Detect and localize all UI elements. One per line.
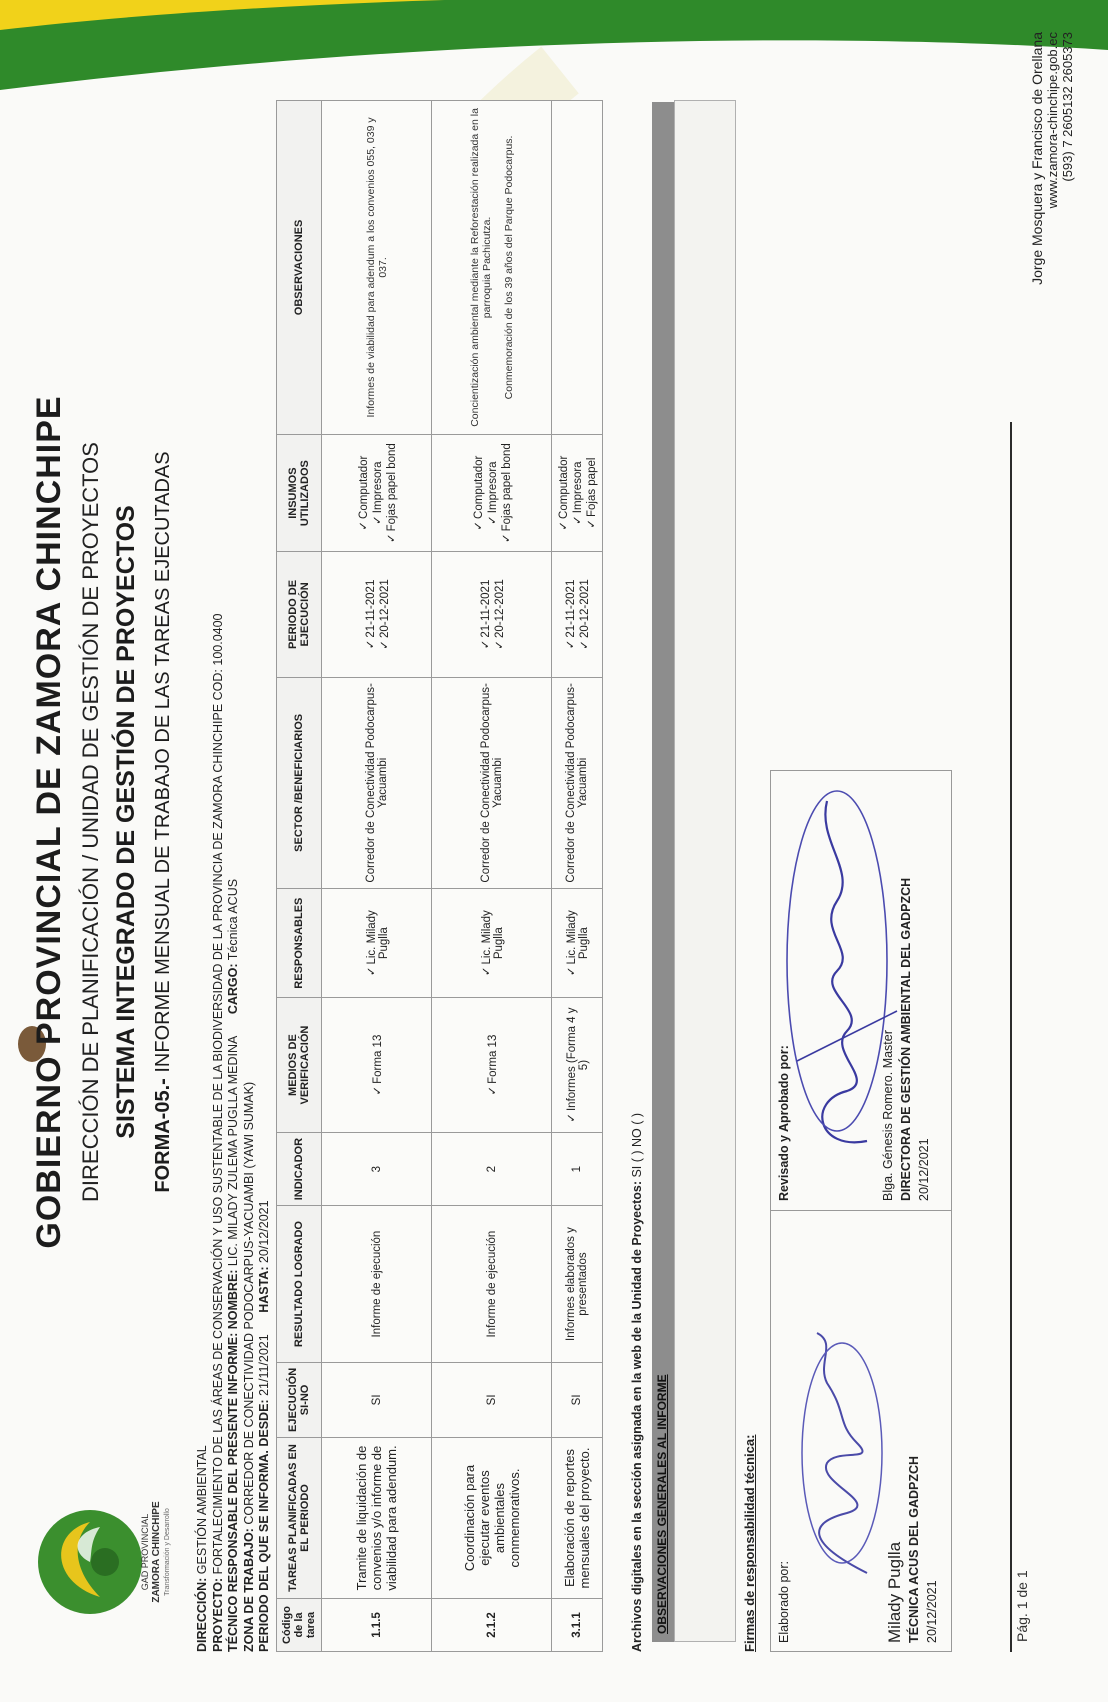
col-insumos: INSUMOS UTILIZADOS — [277, 434, 322, 551]
footer-line — [1010, 422, 1012, 1652]
revisado-label: Revisado y Aprobado por: — [777, 1045, 791, 1201]
meta-proyecto: PROYECTO: FORTALECIMIENTO DE LAS ÁREAS DE CONSERVACIÓN Y USO SUSTENTABLE DE LA BIODIVERSIDAD DE LA PROVINCIA DE ZAMORA CHINCHIPE COD: 100.0400 — [210, 613, 225, 1652]
signature-box — [770, 770, 952, 1652]
meta-direccion: DIRECCIÓN: GESTIÓN AMBIENTAL — [195, 1445, 209, 1652]
logo-line1: GAD PROVINCIAL — [140, 1513, 150, 1591]
form-name: INFORME MENSUAL DE TRABAJO DE LAS TAREAS EJECUTADAS — [152, 451, 174, 1073]
meta-tecnico: TÉCNICO RESPONSABLE DEL PRESENTE INFORME: NOMBRE: LIC. MILADY ZULEMA PUGLLA MEDINA CARGO: Técnica ACUS — [226, 878, 240, 1652]
revisado-fecha: 20/12/2021 — [917, 1138, 931, 1201]
col-ejecucion: EJECUCIÓN SI-NO — [277, 1362, 322, 1437]
gad-logo-icon — [30, 1502, 150, 1622]
meta-periodo: PERIODO DEL QUE SE INFORMA. DESDE: 21/11/2021 HASTA: 20/12/2021 — [257, 1200, 271, 1652]
table-row: 2.1.2 Coordinación para ejecutar eventos ambientales conmemorativos. SI Informe de ejecución 2 ✓ Forma 13 ✓ Lic. Milady Puglla Corredor de Conectividad Podocarpus-Yacuambi ✓ 21-11-2021 ✓ 20-12-2021 ✓ Computador ✓ Impresora ✓ Fojas papel bond Concientización ambiental mediante la Reforestación realizada en la parroquia Pachicutza. Conmemoración de los 39 años del Parque Podocarpus. — [432, 101, 552, 1652]
col-codigo: Código de la tarea — [277, 1599, 322, 1652]
tasks-table — [276, 100, 603, 1652]
report-metadata — [195, 52, 273, 1652]
col-medios: MEDIOS DE VERIFICACIÓN — [277, 998, 322, 1133]
logo-org: ZAMORA CHINCHIPE — [151, 1501, 162, 1603]
header-subtitle: DIRECCIÓN DE PLANIFICACIÓN / UNIDAD DE GESTIÓN DE PROYECTOS — [78, 442, 103, 1202]
header-title: GOBIERNO PROVINCIAL DE ZAMORA CHINCHIPE — [30, 395, 68, 1249]
form-title — [152, 232, 175, 1412]
logo-tagline: Transformación y Desarrollo — [164, 1508, 171, 1596]
logo-caption — [140, 1442, 173, 1662]
col-tareas: TAREAS PLANIFICADAS EN EL PERIODO — [277, 1438, 322, 1599]
elaborado-label: Elaborado por: — [777, 1560, 791, 1643]
form-code: FORMA-05.- — [152, 1078, 174, 1193]
elaborado-cargo: TÉCNICA ACUS DEL GADPZCH — [907, 1455, 921, 1643]
signature-revisado — [777, 781, 947, 1201]
col-responsables: RESPONSABLES — [277, 889, 322, 998]
elaborado-nombre: Milady Puglla — [885, 1541, 904, 1643]
firmas-title: Firmas de responsabilidad técnica: — [742, 1434, 757, 1652]
signature-divider — [771, 1210, 951, 1211]
archivos-digitales: Archivos digitales en la sección asignada en la web de la Unidad de Proyectos: SI ( ) NO ( ) — [630, 1112, 644, 1652]
observaciones-generales-box — [674, 100, 736, 1642]
col-observaciones: OBSERVACIONES — [277, 101, 322, 435]
table-row: 3.1.1 Elaboración de reportes mensuales del proyecto. SI Informes elaborados y presentados 1 ✓ Informes (Forma 4 y 5) ✓ Lic. Milady Puglla Corredor de Conectividad Podocarpus-Yacuambi ✓ 21-11-2021 ✓ 20-12-2021 ✓ Computador ✓ Impresora ✓ Fojas papel — [552, 101, 603, 1652]
signature-image-1 — [787, 1323, 897, 1583]
signature-elaborado — [777, 1223, 947, 1643]
footer-contact: Jorge Mosquera y Francisco de Orellana www.zamora-chinchipe.gob.ec (593) 7 2605132 2605373 — [1029, 32, 1075, 285]
revisado-nombre: Blga. Génesis Romero. Master — [881, 1030, 895, 1201]
observaciones-generales-header: OBSERVACIONES GENERALES AL INFORME — [652, 102, 674, 1642]
elaborado-fecha: 20/12/2021 — [925, 1580, 939, 1643]
col-indicador: INDICADOR — [277, 1132, 322, 1205]
col-sector: SECTOR /BENEFICIARIOS — [277, 677, 322, 889]
meta-zona: ZONA DE TRABAJO: CORREDOR DE CONECTIVIDAD PODOCARPUS-YACUAMBI (YAWI SUMAK) — [241, 1081, 256, 1652]
col-periodo: PERIODO DE EJECUCIÓN — [277, 552, 322, 677]
table-row: 1.1.5 Tramite de liquidación de convenios y/o informe de viabilidad para adendum. SI Informe de ejecución 3 ✓ Forma 13 ✓ Lic. Milady Puglla Corredor de Conectividad Podocarpus-Yacuambi ✓ 21-11-2021 ✓ 20-12-2021 ✓ Computador ✓ Impresora ✓ Fojas papel bond Informes de viabilidad para adendum a los convenios 055, 039 y 037. — [322, 101, 432, 1652]
revisado-cargo: DIRECTORA DE GESTIÓN AMBIENTAL DEL GADPZCH — [899, 877, 913, 1201]
table-header-row — [277, 101, 322, 1652]
col-resultado: RESULTADO LOGRADO — [277, 1206, 322, 1363]
header-system: SISTEMA INTEGRADO DE GESTIÓN DE PROYECTOS — [112, 505, 140, 1139]
page-number: Pág. 1 de 1 — [1014, 1570, 1030, 1642]
